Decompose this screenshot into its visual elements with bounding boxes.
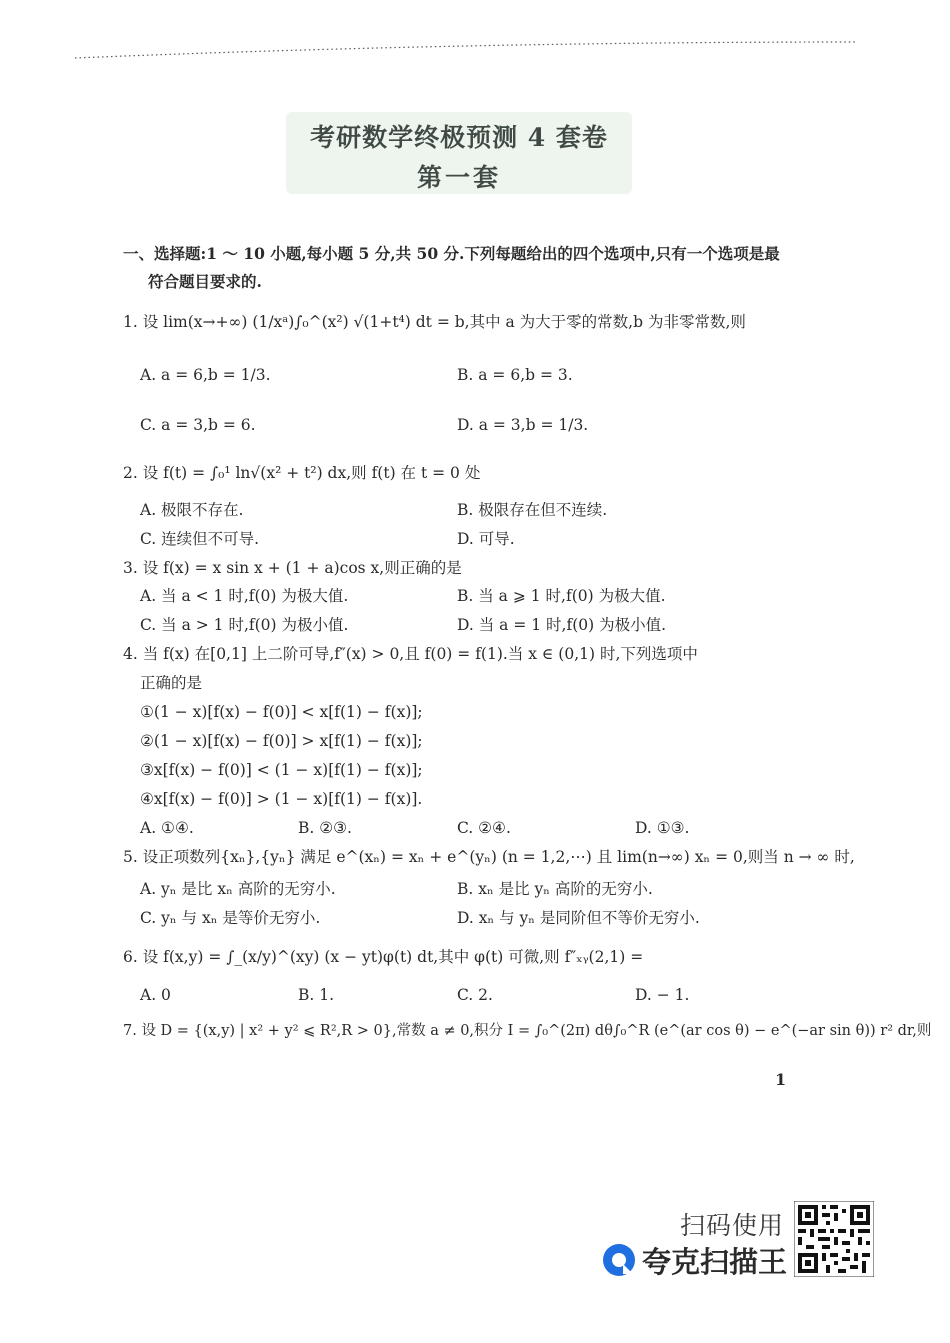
- q4-option-b: B. ②③.: [298, 819, 352, 837]
- q6-option-c: C. 2.: [457, 986, 493, 1004]
- q2-option-c: C. 连续但不可导.: [140, 530, 260, 548]
- q4-option-d: D. ①③.: [635, 819, 690, 837]
- scan-slogan: 扫码使用: [680, 1211, 785, 1240]
- q3-stem: 3. 设 f(x) = x sin x + (1 + a)cos x,则正确的是: [123, 559, 462, 577]
- page-number: 1: [775, 1070, 787, 1089]
- q4-statement-3: ③x[f(x) − f(0)] < (1 − x)[f(1) − f(x)];: [140, 761, 423, 779]
- q4-stem-line2: 正确的是: [140, 674, 203, 692]
- q3-option-b: B. 当 a ⩾ 1 时,f(0) 为极大值.: [457, 587, 666, 605]
- q5-option-d: D. xₙ 与 yₙ 是同阶但不等价无穷小.: [457, 909, 700, 927]
- q5-option-a: A. yₙ 是比 xₙ 高阶的无穷小.: [140, 880, 336, 898]
- dotted-header-rule: [75, 40, 855, 62]
- exam-title: 考研数学终极预测 4 套卷: [310, 123, 608, 152]
- q6-stem: 6. 设 f(x,y) = ∫_(x/y)^(xy) (x − yt)φ(t) dt,其中 φ(t) 可微,则 f″ₓᵧ(2,1) =: [123, 948, 644, 966]
- qr-code-icon: [794, 1201, 874, 1277]
- q5-option-b: B. xₙ 是比 yₙ 高阶的无穷小.: [457, 880, 653, 898]
- q1-option-c: C. a = 3,b = 6.: [140, 416, 256, 434]
- q4-stem-line1: 4. 当 f(x) 在[0,1] 上二阶可导,f″(x) > 0,且 f(0) = f(1).当 x ∈ (0,1) 时,下列选项中: [123, 645, 698, 663]
- q4-statement-1: ①(1 − x)[f(x) − f(0)] < x[f(1) − f(x)];: [140, 703, 423, 721]
- exam-subtitle: 第一套: [416, 163, 501, 192]
- q1-stem: 1. 设 lim(x→+∞) (1/xᵃ)∫₀^(x²) √(1+t⁴) dt = b,其中 a 为大于零的常数,b 为非零常数,则: [123, 313, 746, 331]
- q4-option-c: C. ②④.: [457, 819, 511, 837]
- q4-statement-4: ④x[f(x) − f(0)] > (1 − x)[f(1) − f(x)].: [140, 790, 423, 808]
- section-instruction-line2: 符合题目要求的.: [148, 272, 262, 291]
- quark-brand-name: 夸克扫描王: [642, 1245, 788, 1279]
- q1-option-d: D. a = 3,b = 1/3.: [457, 416, 589, 434]
- q2-option-b: B. 极限存在但不连续.: [457, 501, 608, 519]
- q7-stem: 7. 设 D = {(x,y) | x² + y² ⩽ R²,R > 0},常数 a ≠ 0,积分 I = ∫₀^(2π) dθ∫₀^R (e^(ar cos θ) − e^(−ar sin θ)) r² dr,则: [123, 1023, 932, 1039]
- q4-option-a: A. ①④.: [140, 819, 194, 837]
- q3-option-d: D. 当 a = 1 时,f(0) 为极小值.: [457, 616, 667, 634]
- q5-stem: 5. 设正项数列{xₙ},{yₙ} 满足 e^(xₙ) = xₙ + e^(yₙ) (n = 1,2,⋯) 且 lim(n→∞) xₙ = 0,则当 n → ∞ 时,: [123, 848, 855, 866]
- q1-option-b: B. a = 6,b = 3.: [457, 366, 573, 384]
- q2-option-a: A. 极限不存在.: [140, 501, 244, 519]
- q2-option-d: D. 可导.: [457, 530, 515, 548]
- q3-option-c: C. 当 a > 1 时,f(0) 为极小值.: [140, 616, 349, 634]
- q1-option-a: A. a = 6,b = 1/3.: [140, 366, 271, 384]
- q4-statement-2: ②(1 − x)[f(x) − f(0)] > x[f(1) − f(x)];: [140, 732, 423, 750]
- q3-option-a: A. 当 a < 1 时,f(0) 为极大值.: [140, 587, 349, 605]
- quark-logo-icon: [602, 1243, 636, 1277]
- q6-option-a: A. 0: [140, 986, 171, 1004]
- section-instruction-line1: 一、选择题:1 ～ 10 小题,每小题 5 分,共 50 分.下列每题给出的四个选项中,只有一个选项是最: [123, 244, 780, 263]
- q2-stem: 2. 设 f(t) = ∫₀¹ ln√(x² + t²) dx,则 f(t) 在 t = 0 处: [123, 464, 481, 482]
- q5-option-c: C. yₙ 与 xₙ 是等价无穷小.: [140, 909, 321, 927]
- q6-option-d: D. − 1.: [635, 986, 690, 1004]
- q6-option-b: B. 1.: [298, 986, 335, 1004]
